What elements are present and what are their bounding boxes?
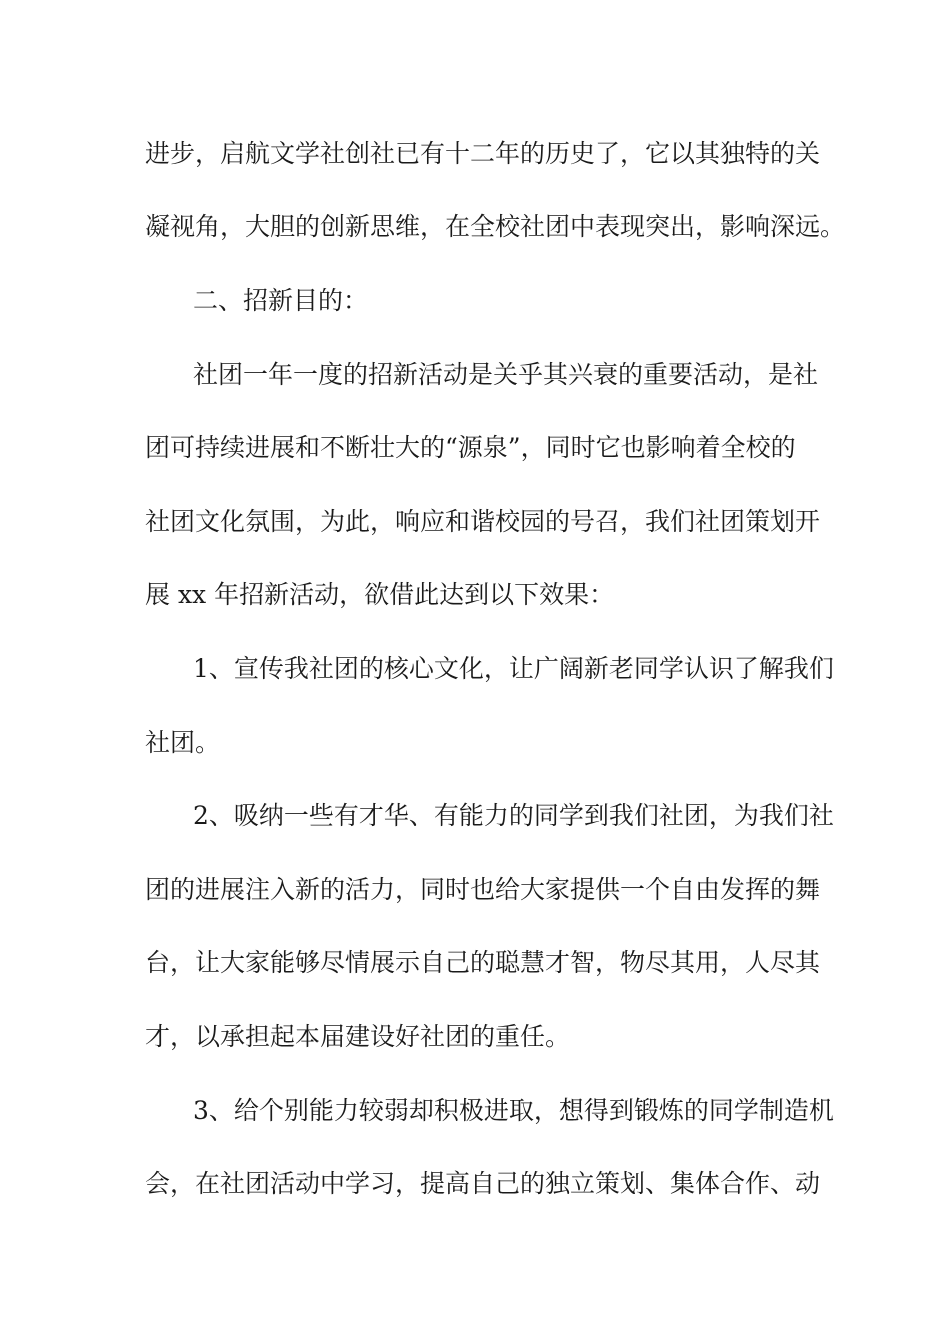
line-text: 才，以承担起本届建设好社团的重任。 [145,1022,571,1051]
list-item [0,1091,950,1131]
line-text: 2、吸纳一些有才华、有能力的同学到我们社团，为我们社 [193,801,834,830]
line-text: 展 xx 年招新活动，欲借此达到以下效果： [145,580,615,609]
text-line [0,428,950,468]
line-text: 社团文化氛围，为此，响应和谐校园的号召，我们社团策划开 [145,507,821,536]
list-item [0,649,950,689]
text-line [0,355,950,395]
line-text: 1、宣传我社团的核心文化，让广阔新老同学认识了解我们 [193,654,834,683]
section-heading [0,281,950,321]
line-text: 凝视角，大胆的创新思维，在全校社团中表现突出，影响深远。 [145,212,846,241]
line-text: 3、给个别能力较弱却积极进取，想得到锻炼的同学制造机 [193,1096,834,1125]
line-text: 团可持续进展和不断壮大的“源泉”，同时它也影响着全校的 [145,433,796,462]
line-text: 会，在社团活动中学习，提高自己的独立策划、集体合作、动 [145,1169,821,1198]
text-line [0,207,950,247]
text-line [0,1164,950,1204]
text-line [0,575,950,615]
text-line [0,943,950,983]
text-line [0,870,950,910]
list-item [0,796,950,836]
line-text: 社团。 [145,728,221,757]
text-line [0,723,950,763]
heading-text: 二、招新目的： [193,286,369,315]
text-line [0,502,950,542]
line-text: 进步，启航文学社创社已有十二年的历史了，它以其独特的关 [145,139,821,168]
text-line [0,134,950,174]
line-text: 社团一年一度的招新活动是关乎其兴衰的重要活动，是社 [193,360,819,389]
text-line [0,1017,950,1057]
line-text: 台，让大家能够尽情展示自己的聪慧才智，物尽其用，人尽其 [145,948,821,977]
line-text: 团的进展注入新的活力，同时也给大家提供一个自由发挥的舞 [145,875,821,904]
